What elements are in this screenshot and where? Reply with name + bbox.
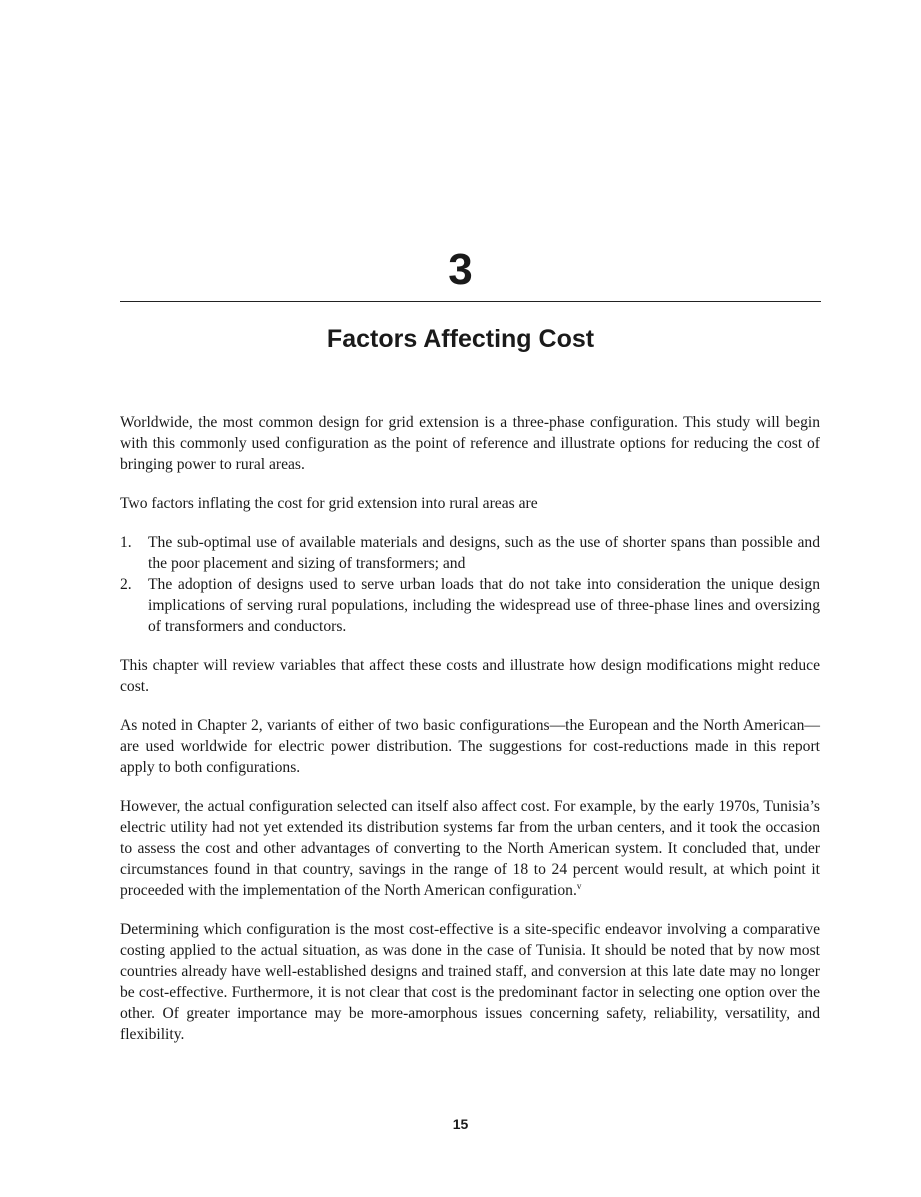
list-item-number: 1. xyxy=(120,534,132,551)
list-item-text: The sub-optimal use of available materials and designs, such as the use of shorter spans than possible and the poor placement and sizing of transformers; and xyxy=(148,534,820,572)
chapter-number: 3 xyxy=(448,245,473,294)
paragraph-site-specific: Determining which configuration is the most cost-effective is a site-specific endeavor involving a comparative costing applied to the actual situation, as was done in the case of Tunisia. It should be noted that by now most countries already have well-established designs and trained staff, and conversion at this late date may no longer be cost-effective. Furthermore, it is not clear that cost is the predominant factor in selecting one option over the other. Of greater importance may be more-amorphous issues concerning safety, reliability, versatility, and flexibility. xyxy=(120,921,820,1043)
paragraph-configurations: As noted in Chapter 2, variants of either of two basic configurations—the European and the North American—are used worldwide for electric power distribution. The suggestions for cost-reductions made in this report apply to both configurations. xyxy=(120,717,820,776)
paragraph-chapter-review: This chapter will review variables that affect these costs and illustrate how design modifications might reduce cost. xyxy=(120,657,820,695)
list-item xyxy=(120,532,820,574)
list-item-text: The adoption of designs used to serve urban loads that do not take into consideration the unique design implications of serving rural populations, including the widespread use of three-phase lines and oversizing of transformers and conductors. xyxy=(148,576,820,635)
factors-list xyxy=(120,532,820,637)
body-text xyxy=(120,412,820,1063)
page-number: 15 xyxy=(452,1116,469,1132)
list-item-number: 2. xyxy=(120,576,132,593)
list-item xyxy=(120,574,820,637)
paragraph-factors-lead: Two factors inflating the cost for grid extension into rural areas are xyxy=(120,495,538,512)
chapter-title: Factors Affecting Cost xyxy=(326,325,595,353)
paragraph-tunisia xyxy=(120,796,820,901)
paragraph-intro: Worldwide, the most common design for grid extension is a three-phase configuration. This study will begin with this commonly used configuration as the point of reference and illustrate options for reducing the cost of bringing power to rural areas. xyxy=(120,414,820,473)
footnote-reference[interactable]: v xyxy=(576,880,582,891)
chapter-rule xyxy=(120,301,821,302)
paragraph-tunisia-text: However, the actual configuration selected can itself also affect cost. For example, by the early 1970s, Tunisia’s electric utility had not yet extended its distribution systems far from the urban centers, and it took the occasion to assess the cost and other advantages of converting to the North American system. It concluded that, under circumstances found in that country, savings in the range of 18 to 24 percent would result, at which point it proceeded with the implementation of the North American configuration. xyxy=(120,798,820,899)
